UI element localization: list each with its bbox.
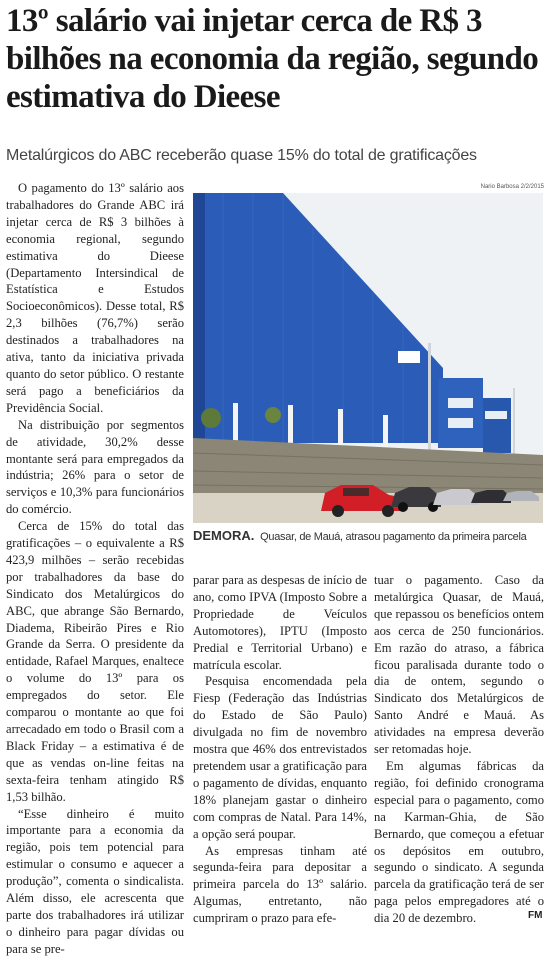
paragraph: As empresas tinham até segunda-feira para depositar a primeira parcela do 13º salário. Algumas, entretanto, não cumpriram o prazo para efe- bbox=[193, 843, 367, 926]
subhead: Metalúrgicos do ABC receberão quase 15% do total de gratificações bbox=[6, 147, 477, 164]
article-column-1 bbox=[6, 180, 184, 956]
paragraph: O pagamento do 13º salário aos trabalhadores do Grande ABC irá injetar cerca de R$ 3 bilhões à economia regional, segundo estimativa do Dieese (Departamento Intersindical de Estatística e Estudos Socioeconômicos). Desse total, R$ 2,3 bilhões (76,7%) serão destinados a trabalhadores na ativa, tanto da iniciativa privada quanto do setor público. O restante será pago a beneficiários da Previdência Social. bbox=[6, 181, 184, 415]
paragraph: Em algumas fábricas da região, foi definido cronograma especial para o pagamento, como na Karman-Ghia, de São Bernardo, que começou a efetuar os depósitos em outubro, segundo o sindicato. A segunda parcela da gratificação terá de ser paga pelos empregadores até o dia 20 de dezembro. bbox=[374, 758, 544, 926]
article-column-3 bbox=[374, 572, 544, 924]
caption-text: Quasar, de Mauá, atrasou pagamento da primeira parcela bbox=[260, 531, 527, 543]
paragraph: tuar o pagamento. Caso da metalúrgica Quasar, de Mauá, que repassou os benefícios ontem aos cerca de 250 funcionários. Em razão do atraso, a fábrica ficou paralisada durante todo o dia de ontem, segundo o Sindicato dos Metalúrgicos de Santo André e Mauá. As atividades na empresa deverão ser retomadas hoje. bbox=[374, 573, 544, 757]
factory-illustration bbox=[193, 193, 543, 523]
paragraph: parar para as despesas de início de ano, como IPVA (Imposto Sobre a Propriedade de Veículos Automotores), IPTU (Imposto Predial e Territorial Urbano) e matrícula escolar. bbox=[193, 573, 367, 672]
factory-photo bbox=[193, 193, 543, 523]
headline: 13º salário vai injetar cerca de R$ 3 bilhões na economia da região, segundo estimativa do Dieese bbox=[6, 3, 539, 115]
photo-credit: Nario Barbosa 2/2/2015 bbox=[480, 184, 544, 190]
article-column-2 bbox=[193, 572, 367, 924]
paragraph: “Esse dinheiro é muito importante para a economia da região, pois tem potencial para estimular o consumo e aquecer a produção”, comenta o sindicalista. Além disso, ele acrescenta que parte dos trabalhadores irá utilizar o dinheiro para pagar dívidas ou para se pre- bbox=[6, 806, 184, 956]
paragraph: Pesquisa encomendada pela Fiesp (Federação das Indústrias do Estado de São Paulo) divulgada no fim de novembro mostra que 46% dos entrevistados pretendem usar a gratificação para o pagamento de dívidas, enquanto 18% planejam gastar o dinheiro com compras de Natal. Para 14%, a opção será poupar. bbox=[193, 674, 367, 841]
end-mark: FM bbox=[528, 910, 543, 921]
paragraph: Na distribuição por segmentos de atividade, 30,2% desse montante será para empregados da indústria; 26% para o setor de serviços e 10,3% para funcionários do comércio. bbox=[6, 417, 184, 517]
photo-caption bbox=[193, 528, 548, 543]
caption-lead: DEMORA. bbox=[193, 528, 255, 543]
paragraph: Cerca de 15% do total das gratificações – o equivalente a R$ 423,9 milhões – serão recebidas por trabalhadores da base do Sindicato dos Metalúrgicos do ABC, que abrange São Bernardo, Diadema, Ribeirão Pires e Rio Grande da Serra. O presidente da entidade, Rafael Marques, enaltece o volume do 13º para os empregados do setor. Ele comparou o montante ao que foi arrecadado em todo o Brasil com a Black Friday – a estimativa é de que as vendas on-line feitas na sexta-feira tenham atingido R$ 1,53 bilhão. bbox=[6, 519, 184, 804]
